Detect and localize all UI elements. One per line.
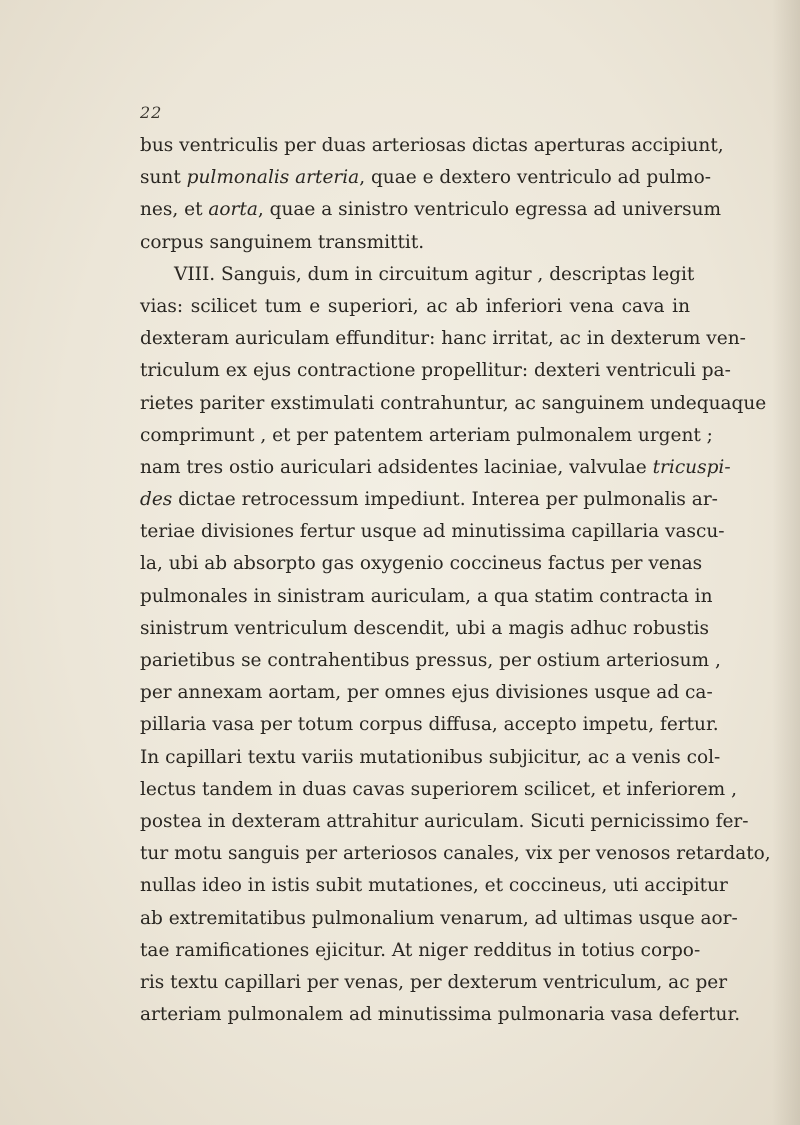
text-line: triculum ex ejus contractione propellitur: dexteri ventriculi pa-: [140, 360, 731, 382]
term-tricuspides: tricuspi-: [652, 456, 731, 478]
text-line: corpus sanguinem transmittit.: [140, 231, 425, 253]
text-line: nes, et aorta, quae a sinistro ventriculo egressa ad universum: [140, 199, 722, 221]
text-line: tae ramificationes ejicitur. At niger redditus in totius corpo-: [140, 939, 701, 961]
text-line: arteriam pulmonalem ad minutissima pulmonaria vasa defertur.: [140, 1004, 741, 1026]
body-text: [140, 130, 771, 1031]
text-line: per annexam aortam, per omnes ejus divisiones usque ad ca-: [140, 682, 713, 704]
text-line: In capillari textu variis mutationibus subjicitur, ac a venis col-: [140, 746, 721, 768]
text-line: des dictae retrocessum impediunt. Interea per pulmonalis ar-: [140, 489, 718, 511]
section-start-line: VIII. Sanguis, dum in circuitum agitur , descriptas legit: [174, 263, 695, 285]
text-line: rietes pariter exstimulati contrahuntur, ac sanguinem undequaque: [140, 392, 767, 414]
term-aorta: aorta: [208, 199, 258, 221]
text-line: bus ventriculis per duas arteriosas dictas aperturas accipiunt,: [140, 135, 724, 156]
text-line: pulmonales in sinistram auriculam, a qua statim contracta in: [140, 585, 713, 607]
text-line: ab extremitatibus pulmonalium venarum, ad ultimas usque aor-: [140, 907, 738, 929]
page-number: 22: [140, 103, 163, 122]
text-line: pillaria vasa per totum corpus diffusa, accepto impetu, fertur.: [140, 714, 719, 736]
text-line: postea in dexteram attrahitur auriculam. Sicuti pernicissimo fer-: [140, 810, 749, 832]
text-line: lectus tandem in duas cavas superiorem scilicet, et inferiorem ,: [140, 778, 737, 800]
text-line: la, ubi ab absorpto gas oxygenio coccineus factus per venas: [140, 553, 703, 575]
text-line: vias: scilicet tum e superiori, ac ab inferiori vena cava in: [140, 295, 690, 317]
text-line: parietibus se contrahentibus pressus, per ostium arteriosum ,: [140, 650, 721, 671]
text-line: sinistrum ventriculum descendit, ubi a magis adhuc robustis: [140, 617, 710, 639]
text-line: tur motu sanguis per arteriosos canales, vix per venosos retardato,: [140, 843, 771, 865]
text-line: nam tres ostio auriculari adsidentes laciniae, valvulae tricuspi-: [140, 456, 731, 478]
term-pulmonalis-arteria: pulmonalis arteria: [186, 167, 360, 189]
text-line: nullas ideo in istis subit mutationes, et coccineus, uti accipitur: [140, 875, 728, 897]
text-line: dexteram auriculam effunditur: hanc irritat, ac in dexterum ven-: [140, 328, 746, 350]
term-tricuspides-cont: des: [140, 489, 173, 511]
text-line: sunt pulmonalis arteria, quae e dextero ventriculo ad pulmo-: [140, 167, 711, 189]
text-line: teriae divisiones fertur usque ad minutissima capillaria vascu-: [140, 521, 725, 543]
text-line: ris textu capillari per venas, per dexterum ventriculum, ac per: [140, 971, 728, 993]
page-edge-shadow: [772, 0, 800, 1125]
text-line: comprimunt , et per patentem arteriam pulmonalem urgent ;: [140, 424, 713, 446]
